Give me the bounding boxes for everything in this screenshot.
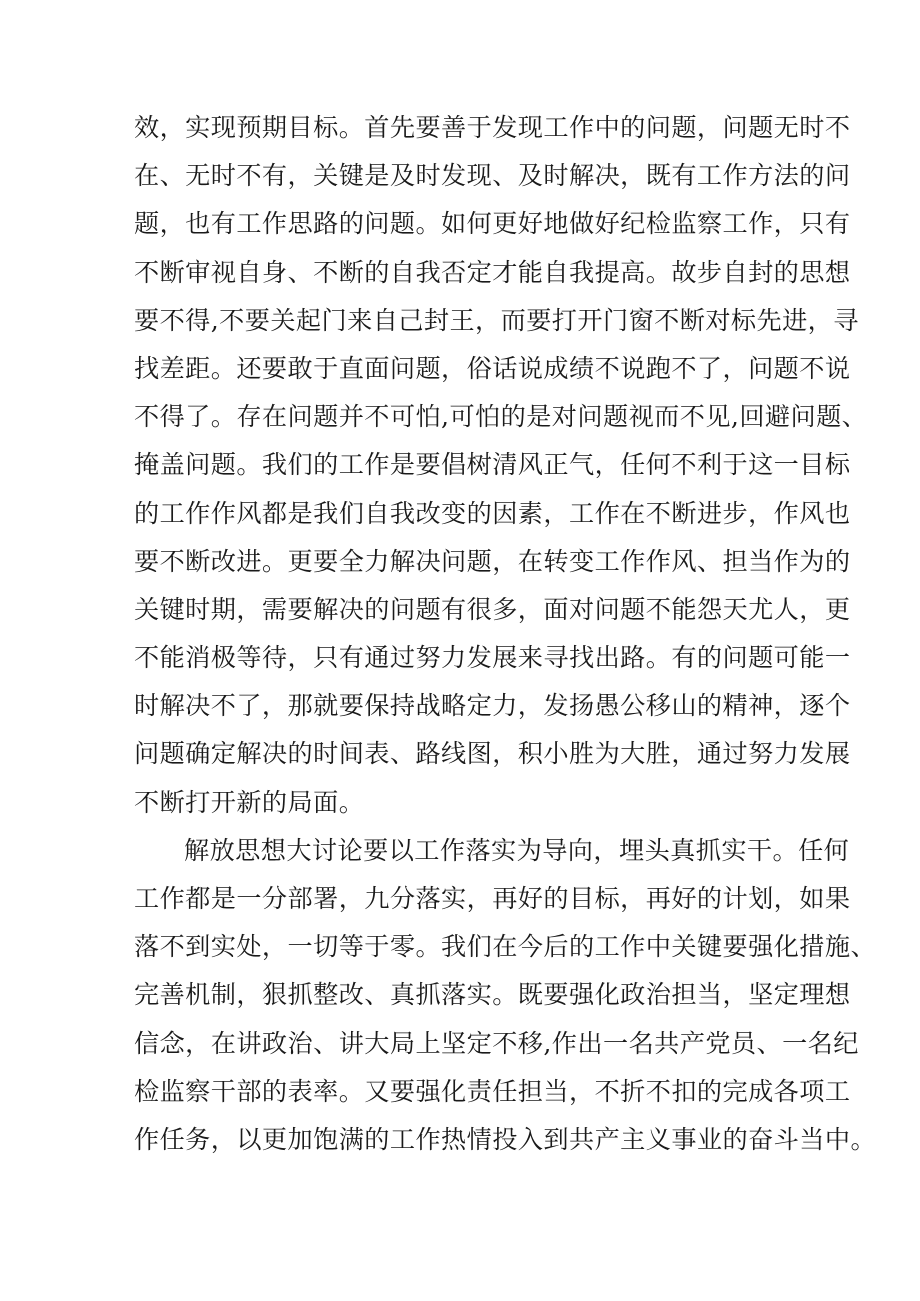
text-line: 关键时期，需要解决的问题有很多，面对问题不能怨天尤人，更 — [134, 594, 851, 624]
text-line: 的工作作风都是我们自我改变的因素，工作在不断进步，作风也 — [134, 498, 851, 528]
text-line: 工作都是一分部署，九分落实，再好的目标，再好的计划，如果 — [134, 884, 851, 913]
text-line: 落不到实处，一切等于零。我们在今后的工作中关键要强化措施、 — [134, 932, 877, 962]
text-line: 时解决不了，那就要保持战略定力，发扬愚公移山的精神，逐个 — [134, 691, 851, 721]
text-line: 要不得,不要关起门来自己封王，而要打开门窗不断对标先进，寻 — [134, 305, 859, 335]
text-line: 问题确定解决的时间表、路线图，积小胜为大胜，通过努力发展 — [134, 739, 851, 769]
text-line: 效，实现预期目标。首先要善于发现工作中的问题，问题无时不 — [134, 113, 851, 142]
paragraph-2 — [134, 827, 877, 1164]
text-line: 不能消极等待，只有通过努力发展来寻找出路。有的问题可能一 — [134, 643, 851, 673]
text-line: 不得了。存在问题并不可怕,可怕的是对问题视而不见,回避问题、 — [134, 402, 868, 432]
text-line: 找差距。还要敢于直面问题，俗话说成绩不说跑不了，问题不说 — [134, 353, 851, 383]
text-line: 解放思想大讨论要以工作落实为导向，埋头真抓实干。任何 — [184, 835, 850, 865]
text-line: 题，也有工作思路的问题。如何更好地做好纪检监察工作，只有 — [134, 209, 851, 239]
text-line: 要不断改进。更要全力解决问题，在转变工作作风、担当作为的 — [134, 546, 851, 576]
text-line: 不断打开新的局面。 — [134, 787, 365, 817]
text-line: 在、无时不有，关键是及时发现、及时解决，既有工作方法的问 — [134, 161, 851, 191]
text-line: 掩盖问题。我们的工作是要倡树清风正气，任何不利于这一目标 — [134, 450, 851, 480]
text-line: 信念，在讲政治、讲大局上坚定不移,作出一名共产党员、一名纪 — [134, 1028, 859, 1058]
paragraph-1 — [134, 104, 868, 827]
text-line: 完善机制，狠抓整改、真抓落实。既要强化政治担当，坚定理想 — [134, 980, 851, 1010]
text-line: 检监察干部的表率。又要强化责任担当，不折不扣的完成各项工 — [134, 1076, 851, 1106]
text-line: 不断审视自身、不断的自我否定才能自我提高。故步自封的思想 — [134, 257, 851, 287]
document-body — [134, 104, 877, 1164]
text-line: 作任务，以更加饱满的工作热情投入到共产主义事业的奋斗当中。 — [134, 1124, 877, 1154]
